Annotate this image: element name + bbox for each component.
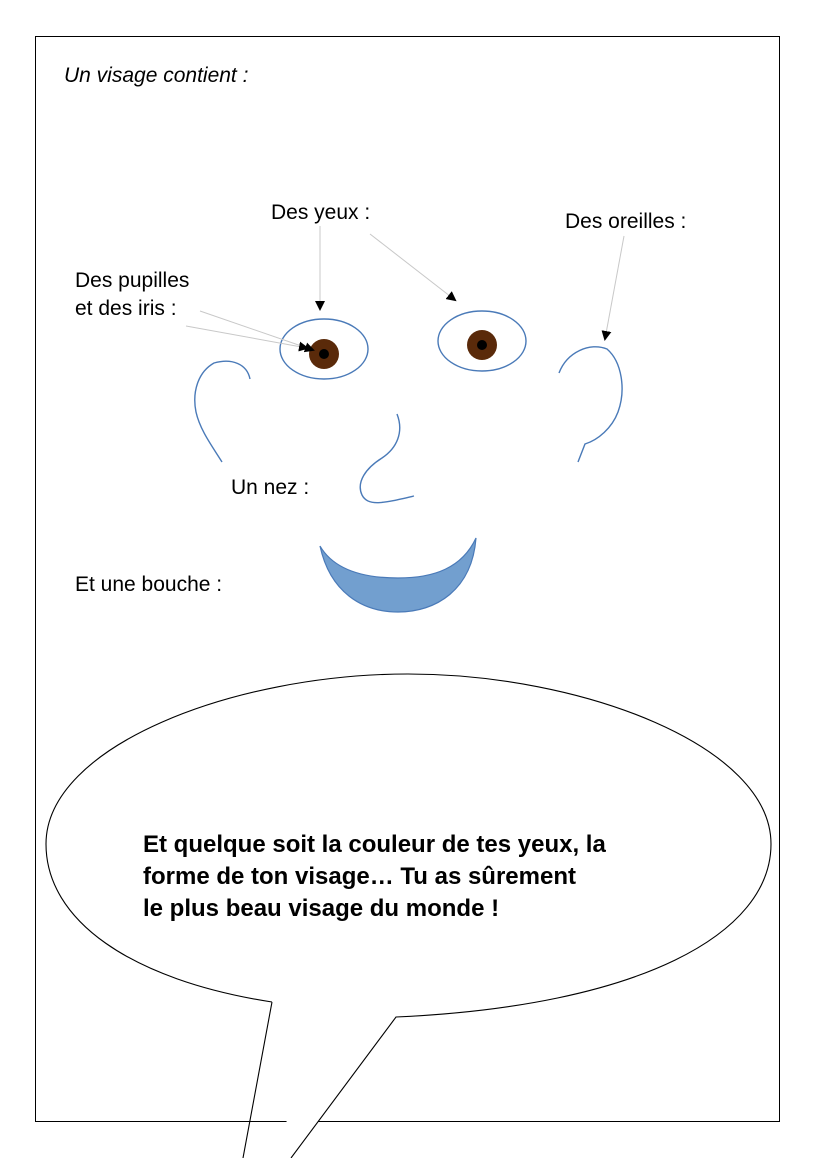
label-pupils-line1: Des pupilles bbox=[75, 269, 190, 292]
label-pupils-line2: et des iris : bbox=[75, 297, 177, 320]
right-eye bbox=[438, 311, 526, 371]
left-ear bbox=[195, 361, 250, 462]
arrow-ears bbox=[605, 236, 624, 339]
left-pupil bbox=[319, 349, 329, 359]
label-mouth: Et une bouche : bbox=[75, 573, 223, 596]
arrow-eyes-right bbox=[370, 234, 455, 300]
mouth bbox=[320, 538, 476, 612]
nose bbox=[360, 414, 414, 503]
label-nose: Un nez : bbox=[231, 476, 310, 499]
label-ears: Des oreilles : bbox=[565, 210, 687, 233]
page-title: Un visage contient : bbox=[64, 64, 249, 87]
left-eye bbox=[280, 319, 368, 379]
right-ear bbox=[559, 347, 622, 462]
label-eyes: Des yeux : bbox=[271, 201, 371, 224]
right-pupil bbox=[477, 340, 487, 350]
speech-bubble-text: Et quelque soit la couleur de tes yeux, la forme de ton visage… Tu as sûrement le plus beau visage du monde ! bbox=[143, 831, 606, 922]
